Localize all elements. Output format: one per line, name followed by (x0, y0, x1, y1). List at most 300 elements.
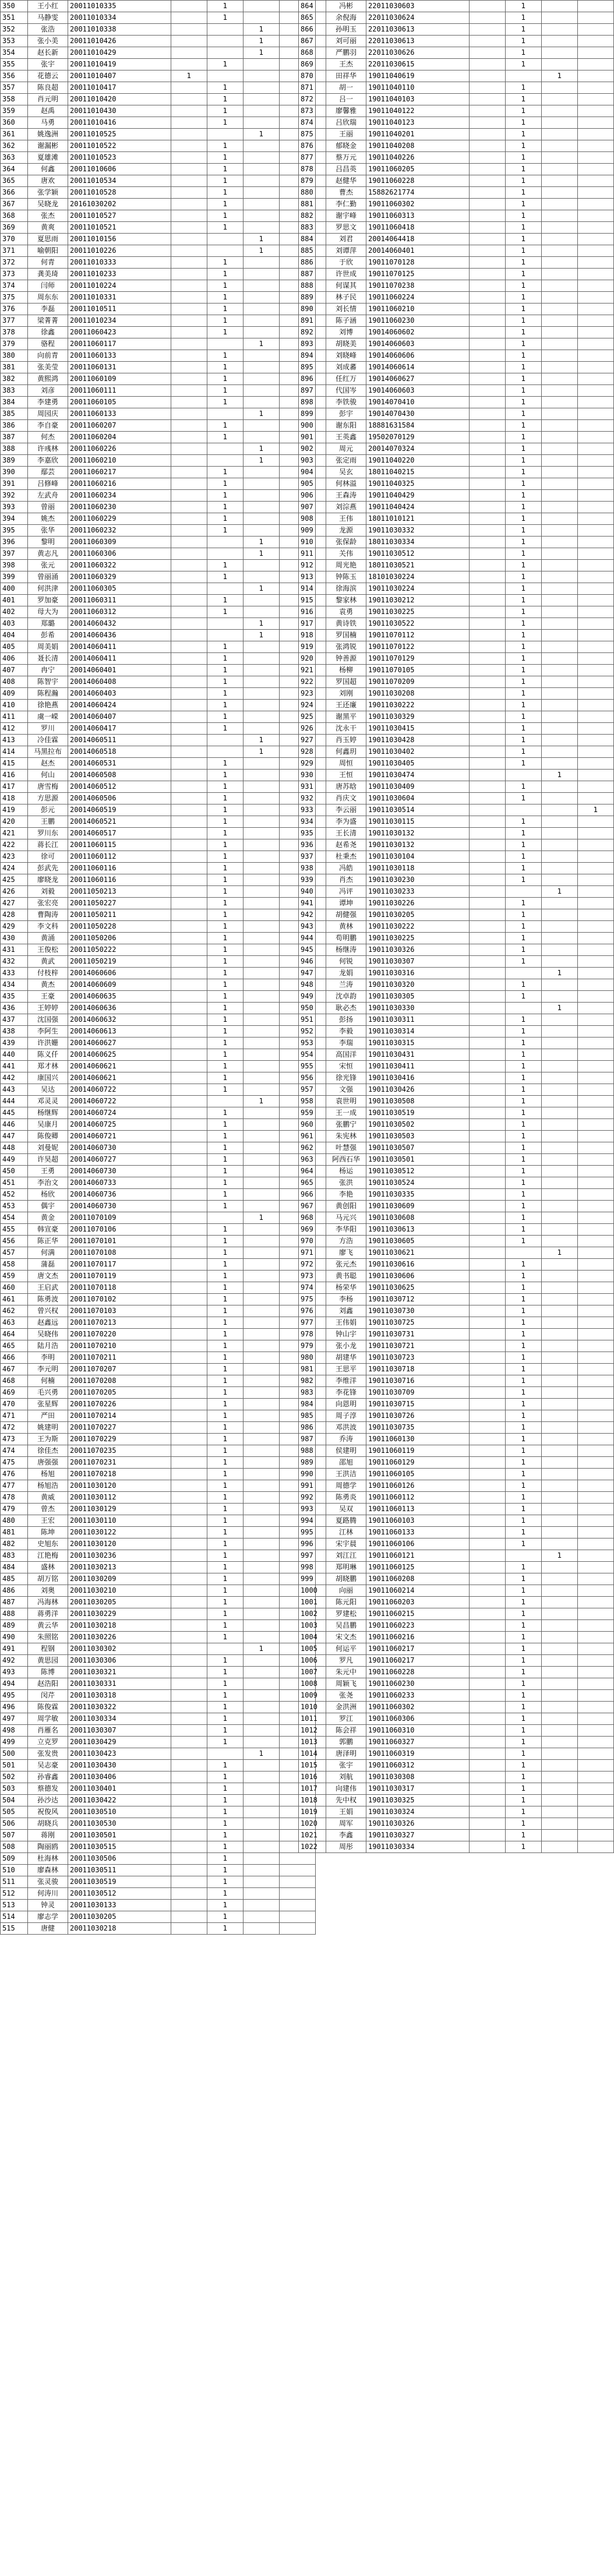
student-id: 19011030608 (366, 1212, 470, 1224)
mark-cell (171, 676, 207, 688)
mark-cell: 1 (506, 735, 542, 746)
row-number: 454 (1, 1212, 28, 1224)
mark-cell (578, 373, 614, 385)
mark-cell (470, 1783, 506, 1795)
student-id: 19011030212 (366, 595, 470, 606)
student-name: 陈俊霖 (28, 1702, 68, 1713)
mark-cell (244, 269, 280, 280)
mark-cell (470, 1224, 506, 1236)
mark-cell (542, 1282, 578, 1294)
mark-cell (171, 537, 207, 548)
table-row (1, 851, 316, 863)
mark-cell (470, 1387, 506, 1399)
mark-cell (244, 641, 280, 653)
mark-cell (542, 1224, 578, 1236)
row-number: 466 (1, 1352, 28, 1364)
student-name: 先中权 (326, 1795, 366, 1806)
row-number: 515 (1, 1923, 28, 1935)
mark-cell (542, 1748, 578, 1760)
mark-cell (470, 129, 506, 140)
mark-cell (470, 571, 506, 583)
mark-cell: 1 (506, 478, 542, 490)
mark-cell: 1 (207, 1597, 244, 1608)
student-id: 20014064418 (366, 234, 470, 245)
row-number: 370 (1, 234, 28, 245)
student-id: 19011030324 (366, 1806, 470, 1818)
mark-cell (171, 665, 207, 676)
mark-cell (470, 839, 506, 851)
mark-cell (542, 1259, 578, 1271)
mark-cell: 1 (506, 222, 542, 234)
mark-cell (244, 1504, 280, 1515)
table-row (299, 1445, 614, 1457)
row-number: 936 (299, 839, 326, 851)
student-id: 20014060736 (68, 1189, 171, 1201)
mark-cell (470, 1713, 506, 1725)
table-row (299, 770, 614, 781)
row-number: 996 (299, 1538, 326, 1550)
student-name: 严田 (28, 1410, 68, 1422)
row-number: 935 (299, 828, 326, 839)
mark-cell (171, 1271, 207, 1282)
student-name: 黄金 (28, 1212, 68, 1224)
row-number: 397 (1, 548, 28, 560)
mark-cell (171, 513, 207, 525)
table-row (299, 1084, 614, 1096)
student-id: 20011030334 (68, 1713, 171, 1725)
mark-cell: 1 (207, 1003, 244, 1014)
mark-cell: 1 (506, 1795, 542, 1806)
mark-cell: 1 (506, 513, 542, 525)
student-name: 彭宇 (326, 408, 366, 420)
row-number: 478 (1, 1492, 28, 1504)
mark-cell (244, 292, 280, 304)
mark-cell: 1 (506, 618, 542, 630)
mark-cell: 1 (506, 1224, 542, 1236)
student-id: 20011050228 (68, 921, 171, 933)
mark-cell (244, 1597, 280, 1608)
student-id: 19011060327 (366, 1737, 470, 1748)
student-id: 20011060204 (68, 432, 171, 443)
table-row (299, 758, 614, 770)
mark-cell (470, 979, 506, 991)
mark-cell (244, 571, 280, 583)
row-number: 1014 (299, 1748, 326, 1760)
row-number: 932 (299, 793, 326, 804)
mark-cell (470, 1818, 506, 1830)
mark-cell: 1 (506, 1504, 542, 1515)
table-row (1, 1014, 316, 1026)
mark-cell (542, 257, 578, 269)
mark-cell: 1 (506, 467, 542, 478)
mark-cell (578, 455, 614, 467)
student-name: 陈正华 (28, 1236, 68, 1247)
mark-cell (244, 1713, 280, 1725)
mark-cell (470, 1096, 506, 1107)
mark-cell: 1 (506, 1271, 542, 1282)
mark-cell (578, 1410, 614, 1422)
row-number: 933 (299, 804, 326, 816)
mark-cell: 1 (542, 1003, 578, 1014)
student-id: 19011030320 (366, 979, 470, 991)
mark-cell (542, 327, 578, 338)
mark-cell (244, 397, 280, 408)
row-number: 404 (1, 630, 28, 641)
mark-cell (244, 1340, 280, 1352)
student-name: 黄云华 (28, 1620, 68, 1632)
row-number: 951 (299, 1014, 326, 1026)
mark-cell (171, 210, 207, 222)
mark-cell (207, 548, 244, 560)
table-row (299, 1841, 614, 1853)
mark-cell (578, 1049, 614, 1061)
student-name: 李仁勤 (326, 199, 366, 210)
student-name: 唐泽明 (326, 1748, 366, 1760)
student-name: 杨欣 (28, 1189, 68, 1201)
mark-cell (578, 933, 614, 944)
mark-cell (244, 1352, 280, 1364)
row-number: 468 (1, 1375, 28, 1387)
table-row (299, 537, 614, 548)
row-number: 403 (1, 618, 28, 630)
mark-cell (578, 1247, 614, 1259)
mark-cell: 1 (542, 1550, 578, 1562)
mark-cell: 1 (506, 630, 542, 641)
student-id: 19011060129 (366, 1457, 470, 1469)
row-number: 959 (299, 1107, 326, 1119)
row-number: 382 (1, 373, 28, 385)
mark-cell (244, 1585, 280, 1597)
row-number: 887 (299, 269, 326, 280)
row-number: 352 (1, 24, 28, 36)
student-id: 20011010606 (68, 164, 171, 175)
mark-cell (542, 1678, 578, 1690)
mark-cell (542, 944, 578, 956)
mark-cell (244, 199, 280, 210)
mark-cell (578, 1620, 614, 1632)
student-id: 20011030120 (68, 1538, 171, 1550)
mark-cell (171, 979, 207, 991)
mark-cell (470, 373, 506, 385)
mark-cell (470, 1795, 506, 1806)
mark-cell (542, 362, 578, 373)
student-id: 19011060302 (366, 199, 470, 210)
row-number: 984 (299, 1399, 326, 1410)
table-row (299, 1166, 614, 1177)
mark-cell (578, 420, 614, 432)
student-name: 张保龄 (326, 537, 366, 548)
student-id: 20011070106 (68, 1224, 171, 1236)
mark-cell: 1 (506, 280, 542, 292)
table-row (299, 94, 614, 105)
mark-cell (244, 140, 280, 152)
mark-cell: 1 (207, 944, 244, 956)
mark-cell (244, 1061, 280, 1072)
student-name: 张尧 (326, 1690, 366, 1702)
row-number: 420 (1, 816, 28, 828)
row-number: 412 (1, 723, 28, 735)
mark-cell (171, 1259, 207, 1271)
table-row (299, 1352, 614, 1364)
mark-cell: 1 (207, 1678, 244, 1690)
mark-cell (207, 129, 244, 140)
student-name: 张发贵 (28, 1748, 68, 1760)
table-row (1, 979, 316, 991)
mark-cell (578, 1, 614, 12)
student-id: 19011060214 (366, 1585, 470, 1597)
mark-cell (542, 1329, 578, 1340)
student-id: 19011060302 (366, 1702, 470, 1713)
student-name: 向恩明 (326, 1399, 366, 1410)
student-id: 19011040220 (366, 455, 470, 467)
student-name: 王洪洁 (326, 1469, 366, 1480)
mark-cell (542, 653, 578, 665)
mark-cell (542, 36, 578, 47)
student-name: 曹杰 (326, 187, 366, 199)
student-id: 20014060424 (68, 700, 171, 711)
row-number: 922 (299, 676, 326, 688)
mark-cell: 1 (207, 140, 244, 152)
student-id: 20011030112 (68, 1492, 171, 1504)
mark-cell: 1 (506, 1, 542, 12)
row-number: 925 (299, 711, 326, 723)
mark-cell (207, 1096, 244, 1107)
mark-cell: 1 (506, 793, 542, 804)
row-number: 945 (299, 944, 326, 956)
row-number: 1011 (299, 1713, 326, 1725)
student-name: 王娟 (326, 1806, 366, 1818)
student-name: 赵长新 (28, 47, 68, 59)
row-number: 374 (1, 280, 28, 292)
student-id: 20011010407 (68, 70, 171, 82)
student-id: 20011030226 (68, 1632, 171, 1643)
table-row (1, 304, 316, 315)
student-id: 20011010234 (68, 315, 171, 327)
student-name: 李自豪 (28, 420, 68, 432)
table-row (1, 397, 316, 408)
mark-cell (470, 1317, 506, 1329)
row-number: 438 (1, 1026, 28, 1038)
mark-cell (470, 1014, 506, 1026)
mark-cell (171, 164, 207, 175)
mark-cell (542, 1795, 578, 1806)
mark-cell (578, 1072, 614, 1084)
student-name: 梁菁菁 (28, 315, 68, 327)
student-name: 何杰 (28, 432, 68, 443)
mark-cell (542, 1492, 578, 1504)
mark-cell (470, 1434, 506, 1445)
student-id: 20014060517 (68, 828, 171, 839)
row-number: 998 (299, 1562, 326, 1573)
table-row (299, 1375, 614, 1387)
student-name: 何洪津 (28, 583, 68, 595)
row-number: 423 (1, 851, 28, 863)
table-row (299, 432, 614, 443)
mark-cell (542, 1049, 578, 1061)
student-name: 周元 (326, 443, 366, 455)
table-row (1, 1119, 316, 1131)
mark-cell (171, 571, 207, 583)
mark-cell: 1 (506, 94, 542, 105)
mark-cell (542, 1480, 578, 1492)
student-name: 姚杰 (28, 513, 68, 525)
student-name: 朱元中 (326, 1667, 366, 1678)
mark-cell: 1 (207, 1410, 244, 1422)
mark-cell: 1 (506, 1690, 542, 1702)
row-number: 910 (299, 537, 326, 548)
mark-cell: 1 (244, 455, 280, 467)
mark-cell: 1 (506, 443, 542, 455)
mark-cell (171, 1142, 207, 1154)
student-id: 19011030334 (366, 1841, 470, 1853)
row-number: 918 (299, 630, 326, 641)
mark-cell: 1 (207, 863, 244, 874)
student-name: 王还廉 (326, 700, 366, 711)
mark-cell: 1 (207, 397, 244, 408)
mark-cell (244, 327, 280, 338)
mark-cell: 1 (506, 1317, 542, 1329)
student-id: 20014060432 (68, 618, 171, 630)
row-number: 357 (1, 82, 28, 94)
table-row (299, 443, 614, 455)
table-row (299, 839, 614, 851)
row-number: 1020 (299, 1818, 326, 1830)
mark-cell (171, 234, 207, 245)
mark-cell (470, 1772, 506, 1783)
mark-cell: 1 (506, 1492, 542, 1504)
mark-cell: 1 (244, 735, 280, 746)
mark-cell (470, 1084, 506, 1096)
student-name: 罗凡 (326, 1655, 366, 1667)
mark-cell: 1 (207, 1469, 244, 1480)
student-name: 王森涛 (326, 490, 366, 502)
mark-cell: 1 (207, 478, 244, 490)
student-id: 19011030332 (366, 525, 470, 537)
student-name: 余倪海 (326, 12, 366, 24)
mark-cell: 1 (506, 1620, 542, 1632)
student-id: 20011030229 (68, 1608, 171, 1620)
table-row (299, 129, 614, 140)
mark-cell (171, 36, 207, 47)
row-number: 416 (1, 770, 28, 781)
row-number: 365 (1, 175, 28, 187)
row-number: 1000 (299, 1585, 326, 1597)
mark-cell (244, 1294, 280, 1305)
mark-cell (171, 816, 207, 828)
mark-cell (171, 1876, 207, 1888)
mark-cell (280, 1900, 316, 1911)
student-id: 19011030716 (366, 1375, 470, 1387)
table-row (1, 1667, 316, 1678)
mark-cell (542, 105, 578, 117)
student-name: 向建伟 (326, 1783, 366, 1795)
student-name: 徐艳燕 (28, 700, 68, 711)
student-name: 孙明玉 (326, 24, 366, 36)
table-row (1, 1678, 316, 1690)
table-row (1, 641, 316, 653)
student-id: 19011030604 (366, 793, 470, 804)
row-number: 1008 (299, 1678, 326, 1690)
table-row (299, 1154, 614, 1166)
mark-cell (470, 82, 506, 94)
mark-cell (470, 1131, 506, 1142)
student-id: 19011040122 (366, 105, 470, 117)
mark-cell: 1 (244, 129, 280, 140)
mark-cell: 1 (506, 1154, 542, 1166)
row-number: 890 (299, 304, 326, 315)
mark-cell: 1 (207, 1154, 244, 1166)
row-number: 375 (1, 292, 28, 304)
mark-cell (470, 1806, 506, 1818)
student-name: 张鸿锐 (326, 641, 366, 653)
student-id: 19011040226 (366, 152, 470, 164)
mark-cell (171, 1189, 207, 1201)
mark-cell (578, 1527, 614, 1538)
mark-cell (578, 187, 614, 199)
student-id: 20011010333 (68, 257, 171, 269)
table-row (1, 1737, 316, 1748)
table-row (1, 921, 316, 933)
table-row (299, 1387, 614, 1399)
student-id: 20011030423 (68, 1748, 171, 1760)
mark-cell (171, 1305, 207, 1317)
student-id: 20011060423 (68, 327, 171, 338)
mark-cell (470, 1597, 506, 1608)
student-id: 19011060121 (366, 1550, 470, 1562)
mark-cell (470, 1737, 506, 1748)
row-number: 463 (1, 1317, 28, 1329)
student-id: 19011030726 (366, 1410, 470, 1422)
table-row (299, 1096, 614, 1107)
mark-cell (244, 304, 280, 315)
table-row (1, 1492, 316, 1504)
student-id: 20011030302 (68, 1643, 171, 1655)
mark-cell (470, 1690, 506, 1702)
table-row (299, 24, 614, 36)
mark-cell (470, 781, 506, 793)
mark-cell (171, 851, 207, 863)
mark-cell (470, 1585, 506, 1597)
mark-cell (542, 1597, 578, 1608)
table-row (299, 1608, 614, 1620)
mark-cell (244, 1818, 280, 1830)
mark-cell (470, 1422, 506, 1434)
table-row (1, 595, 316, 606)
student-name: 张元 (28, 560, 68, 571)
mark-cell (470, 1329, 506, 1340)
table-row (299, 1236, 614, 1247)
row-number: 878 (299, 164, 326, 175)
row-number: 408 (1, 676, 28, 688)
mark-cell (578, 781, 614, 793)
table-row (1, 653, 316, 665)
mark-cell (578, 82, 614, 94)
mark-cell (506, 70, 542, 82)
row-number: 361 (1, 129, 28, 140)
mark-cell (578, 1026, 614, 1038)
mark-cell: 1 (207, 1690, 244, 1702)
table-row (299, 1783, 614, 1795)
mark-cell (244, 1375, 280, 1387)
student-name: 杨旭浩 (28, 1480, 68, 1492)
row-number: 410 (1, 700, 28, 711)
student-name: 王思平 (326, 1364, 366, 1375)
mark-cell (542, 1305, 578, 1317)
row-number: 1019 (299, 1806, 326, 1818)
mark-cell (470, 1492, 506, 1504)
row-number: 915 (299, 595, 326, 606)
mark-cell: 1 (207, 1224, 244, 1236)
